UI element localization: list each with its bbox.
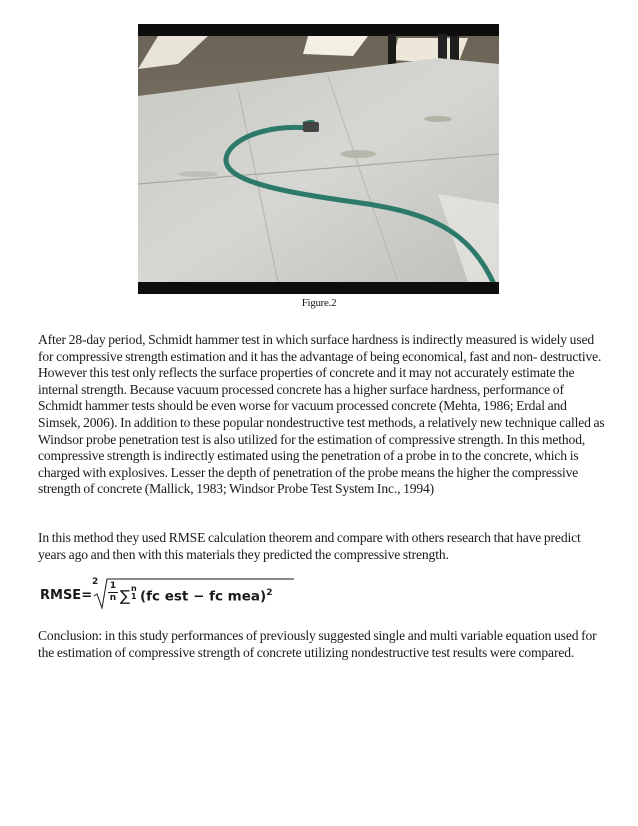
figure-photo	[138, 24, 499, 294]
figure-caption: Figure.2	[301, 297, 337, 309]
sum-lower-limit: 1	[131, 592, 137, 601]
rmse-formula	[40, 577, 300, 617]
summation-limits	[131, 585, 137, 601]
body-paragraph-2: In this method they used RMSE calculation theorem and compare with others research that have predict years ago and then with this materials they predicted the compressive strength.	[38, 530, 581, 562]
formula-expression	[140, 588, 272, 605]
formula-fraction	[108, 581, 118, 604]
sum-upper-limit: n	[131, 584, 137, 593]
fraction-numerator: 1	[109, 581, 117, 591]
concrete-slab-image	[138, 24, 499, 294]
conclusion-paragraph: Conclusion: in this study performances of previously suggested single and multi variable equation used for the estimation of compressive strength of concrete utilizing nondestructive test results were compared.	[38, 628, 597, 660]
body-paragraph-1: After 28-day period, Schmidt hammer test in which surface hardness is indirectly measured is widely used for compressive strength estimation and it has the advantage of being economical, fast and non- destructive. However this test only reflects the surface properties of concrete and it may not accurately estimate the internal strength. Because vacuum processed concrete has a higher surface hardness, performance of Schmidt hammer tests should be even worse for vacuum processed concrete (Mehta, 1986; Erdal and Simsek, 2006). In addition to these popular nondestructive test methods, a relatively new technique called as Windsor probe penetration test is also utilized for the estimation of compressive strength. In this method, compressive strength is indirectly estimated using the penetration of a probe in to the concrete, which is charged with explosives. Lesser the depth of penetration of the probe means the higher the compressive strength of concrete (Mallick, 1983; Windsor Probe Test System Inc., 1994)	[38, 332, 605, 497]
formula-root-index: 2	[92, 577, 99, 587]
formula-lhs: RMSE=	[40, 588, 93, 603]
expression-body: (fc est − fc mea)	[140, 588, 267, 605]
summation-symbol: ∑	[120, 587, 131, 605]
expression-power: 2	[266, 588, 273, 598]
fraction-denominator: n	[109, 593, 117, 603]
